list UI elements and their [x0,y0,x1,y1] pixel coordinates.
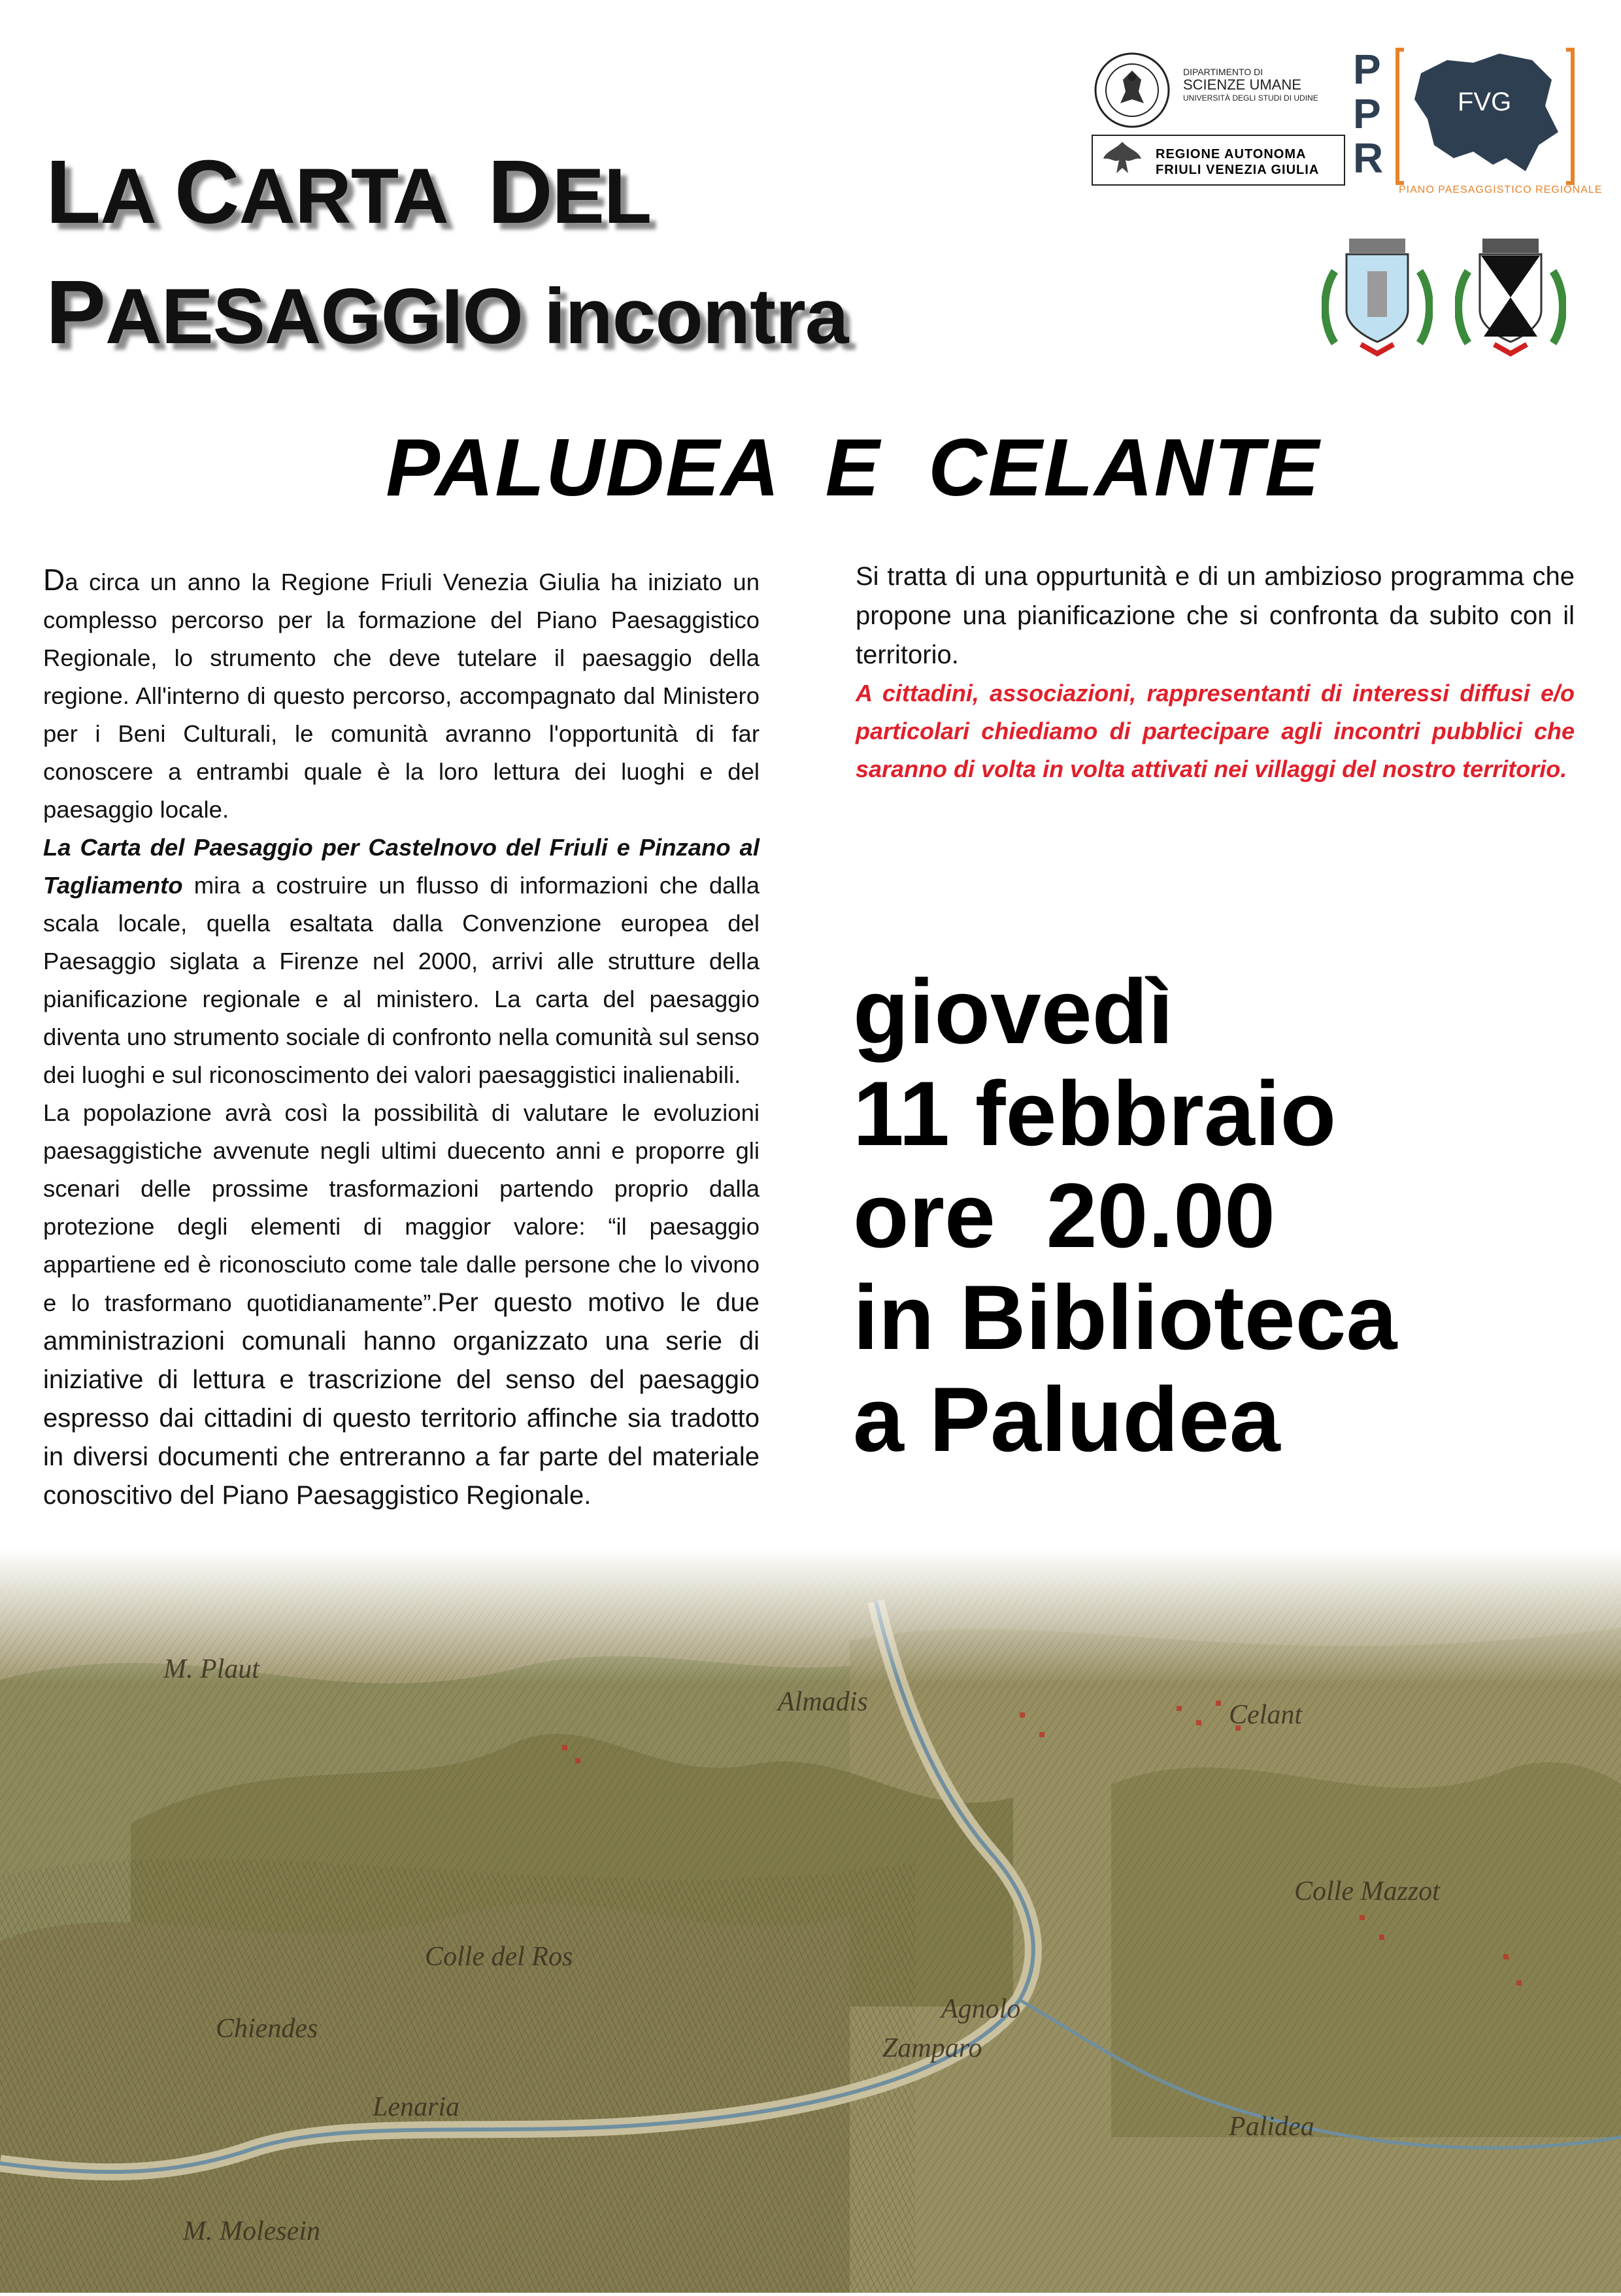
ppr-region-label: FVG [1458,88,1512,116]
body-paragraph-2: La Carta del Paesaggio per Castelnovo del Friuli e Pinzano al Tagliamento mira a costruire un flusso di informazioni che dalla scala locale, quella esaltata dalla Convenzione europea del Paesaggio siglata a Firenze nel 2000, arrivi alle strutture della pianificazione regionale e al ministero. La carta del paesaggio diventa uno strumento sociale di confronto nella comunità sul senso dei luoghi e sul riconoscimento dei valori paesaggistici inalienabili. [43,834,760,1088]
map-label: Colle del Ros [425,1942,573,1972]
event-details [853,961,1572,1471]
event-time: ore 20.00 [853,1164,1275,1267]
body-left-column [43,561,760,1515]
title-line-1 [46,134,1026,254]
body-right-column [856,557,1575,788]
call-to-action-paragraph: A cittadini, associazioni, rappresentanti di interessi diffusi e/o particolari chiediamo di partecipare agli incontri pubblici che saranno di volta in volta attivati nei villaggi del nostro territorio. [856,680,1575,782]
municipal-crest-icon [1455,225,1566,359]
map-label: Chiendes [216,2014,318,2044]
crest-castelnovo [1322,225,1433,359]
event-town: a Paludea [853,1368,1280,1471]
title-word-la: A [100,152,175,240]
map-label: Colle Mazzot [1294,1876,1440,1906]
region-logo [1092,135,1345,186]
ppr-caption: PIANO PAESAGGISTICO REGIONALE [1399,184,1603,195]
title-line-2 [46,254,1026,374]
event-day: giovedì [853,960,1174,1063]
ppr-letters: P P R [1353,46,1384,182]
municipal-crest-icon [1322,225,1433,359]
event-date: 11 febbraio [853,1062,1337,1165]
region-label: REGIONE AUTONOMA FRIULI VENEZIA GIULIA [1156,147,1320,177]
university-logo [1092,51,1353,128]
map-label: Agnolo [941,1994,1021,2024]
event-place: in Biblioteca [853,1266,1397,1369]
title-word-paesaggio: AESAGGIO [105,273,523,360]
fvg-region-map-icon [1395,47,1575,191]
title-word-incontra: incontra [522,273,848,360]
page-subtitle: PALUDEA E CELANTE [386,423,1320,513]
page-title [46,134,1026,374]
title-cap-d: D [488,142,552,242]
title-cap-c: C [174,142,239,242]
body-paragraph-1: Da circa un anno la Regione Friuli Venezia Giulia ha iniziato un complesso percorso per la formazione del Piano Paesaggistico Regionale, lo strumento che deve tutelare il paesaggio della regione. All'interno di questo percorso, accompagnato dal Ministero per i Beni Culturali, le comunità avranno l'opportunità di far conoscere a entrambi quale è la loro lettura dei luoghi e del paesaggio locale. [43,563,760,823]
body-paragraph-3: La popolazione avrà così la possibilità di valutare le evoluzioni paesaggistiche avvenute negli ultimi duecento anni e proporre gli scenari delle prossime trasformazioni partendo proprio dalla protezione degli elementi di maggior valore: “il paesaggio appartiene ed è riconosciuto come tale dalle persone che lo vivono e lo trasformano quotidianamente”.Per questo motivo le due amministrazioni comunali hanno organizzato una serie di iniziative di lettura e trascrizione del senso del paesaggio espresso dai cittadini di questo territorio affinche sia tradotto in diversi documenti che entreranno a far parte del materiale conoscitivo del Piano Paesaggistico Regionale. [43,1099,760,1510]
eagle-icon [1099,137,1145,185]
map-label: Celant [1229,1700,1302,1730]
title-cap-l: L [46,142,101,242]
map-label: Lenaria [373,2092,460,2122]
university-dept-label: DIPARTIMENTO DI SCIENZE UMANE UNIVERSITÀ DEGLI STUDI DI UDINE [1183,67,1318,103]
title-word-del: EL [552,152,652,240]
intro-paragraph: Si tratta di una oppurtunità e di un ambizioso programma che propone una pianificazione che si confronta da subito con il territorio. [856,562,1575,669]
map-label: Zamparo [882,2033,982,2063]
title-cap-p: P [46,262,106,363]
map-label: Palidea [1229,2112,1314,2142]
map-label: M. Molesein [183,2216,320,2246]
map-label: Almadis [778,1687,868,1717]
crest-pinzano [1455,225,1566,359]
ppr-logo [1353,46,1603,197]
title-word-carta: ARTA [239,152,488,240]
historical-map-image [0,1549,1621,2293]
map-label: M. Plaut [163,1654,259,1684]
